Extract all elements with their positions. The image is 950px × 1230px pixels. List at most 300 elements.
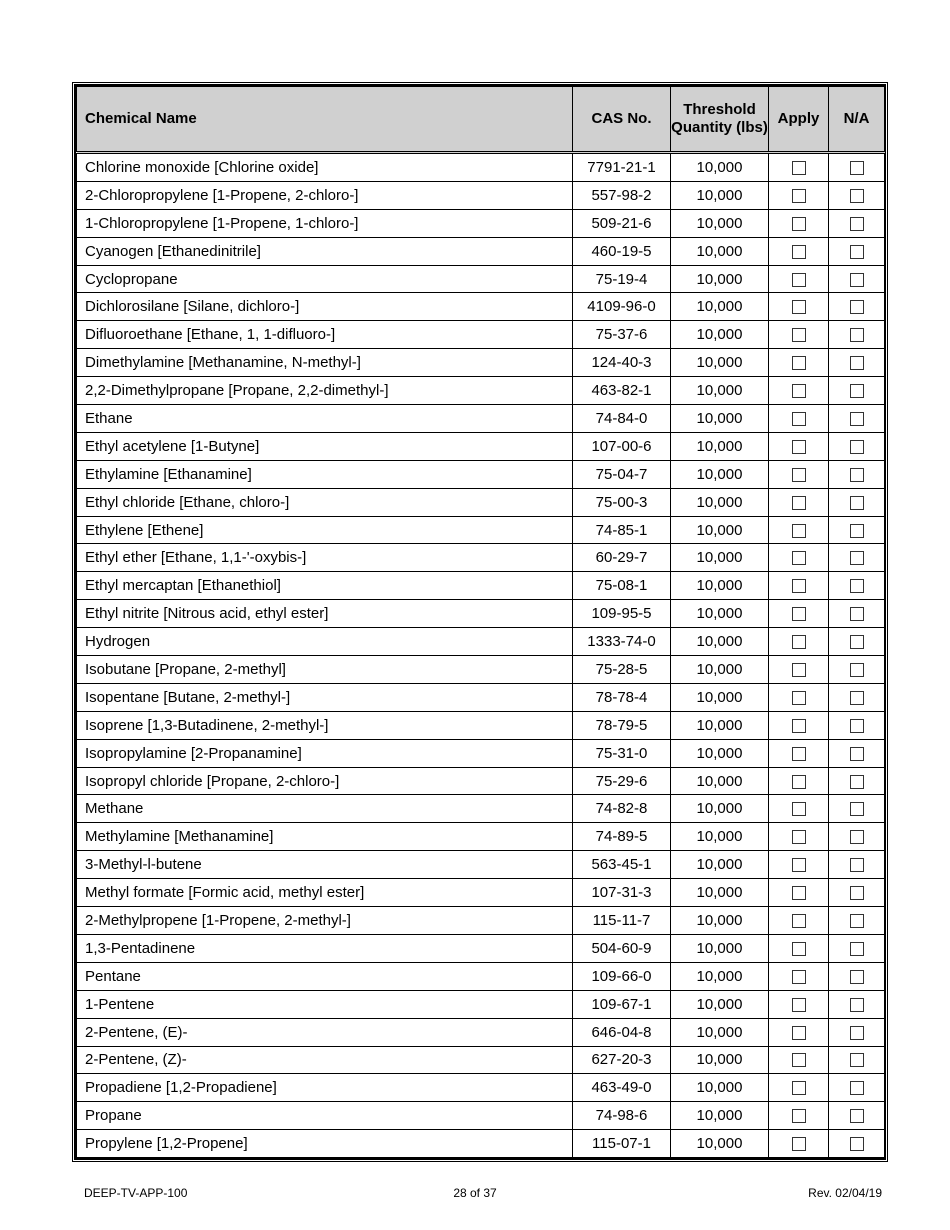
cas-number-cell: 107-31-3 bbox=[573, 879, 671, 907]
threshold-quantity-cell: 10,000 bbox=[671, 544, 769, 572]
na-checkbox[interactable] bbox=[850, 440, 864, 454]
cas-number-cell: 109-67-1 bbox=[573, 990, 671, 1018]
na-cell bbox=[829, 265, 885, 293]
cas-number-cell: 504-60-9 bbox=[573, 934, 671, 962]
cas-number-cell: 78-78-4 bbox=[573, 683, 671, 711]
na-cell bbox=[829, 934, 885, 962]
na-checkbox[interactable] bbox=[850, 858, 864, 872]
chemical-name-cell: 2-Methylpropene [1-Propene, 2-methyl-] bbox=[77, 907, 573, 935]
apply-cell bbox=[769, 851, 829, 879]
chemical-name-cell: Ethane bbox=[77, 405, 573, 433]
na-cell bbox=[829, 405, 885, 433]
na-checkbox[interactable] bbox=[850, 747, 864, 761]
chemical-name-cell: Isopropyl chloride [Propane, 2-chloro-] bbox=[77, 767, 573, 795]
apply-checkbox[interactable] bbox=[792, 384, 806, 398]
apply-cell bbox=[769, 349, 829, 377]
threshold-quantity-cell: 10,000 bbox=[671, 851, 769, 879]
threshold-quantity-cell: 10,000 bbox=[671, 488, 769, 516]
na-checkbox[interactable] bbox=[850, 356, 864, 370]
table-row bbox=[77, 1074, 885, 1102]
na-cell bbox=[829, 683, 885, 711]
na-checkbox[interactable] bbox=[850, 468, 864, 482]
apply-cell bbox=[769, 879, 829, 907]
cas-number-cell: 509-21-6 bbox=[573, 209, 671, 237]
chemical-name-cell: Methyl formate [Formic acid, methyl ester] bbox=[77, 879, 573, 907]
apply-cell bbox=[769, 711, 829, 739]
chemical-name-cell: Methylamine [Methanamine] bbox=[77, 823, 573, 851]
na-checkbox[interactable] bbox=[850, 942, 864, 956]
cas-number-cell: 463-82-1 bbox=[573, 377, 671, 405]
apply-checkbox[interactable] bbox=[792, 691, 806, 705]
table-row bbox=[77, 795, 885, 823]
na-cell bbox=[829, 544, 885, 572]
threshold-quantity-cell: 10,000 bbox=[671, 265, 769, 293]
apply-checkbox[interactable] bbox=[792, 775, 806, 789]
na-checkbox[interactable] bbox=[850, 524, 864, 538]
chemical-name-cell: Ethyl nitrite [Nitrous acid, ethyl ester] bbox=[77, 600, 573, 628]
apply-cell bbox=[769, 237, 829, 265]
na-checkbox[interactable] bbox=[850, 635, 864, 649]
cas-number-cell: 75-28-5 bbox=[573, 656, 671, 684]
cas-number-cell: 557-98-2 bbox=[573, 181, 671, 209]
apply-cell bbox=[769, 377, 829, 405]
na-checkbox[interactable] bbox=[850, 579, 864, 593]
na-cell bbox=[829, 181, 885, 209]
na-checkbox[interactable] bbox=[850, 217, 864, 231]
threshold-quantity-cell: 10,000 bbox=[671, 711, 769, 739]
apply-checkbox[interactable] bbox=[792, 747, 806, 761]
na-checkbox[interactable] bbox=[850, 273, 864, 287]
threshold-quantity-cell: 10,000 bbox=[671, 879, 769, 907]
table-row bbox=[77, 1046, 885, 1074]
apply-cell bbox=[769, 265, 829, 293]
apply-checkbox[interactable] bbox=[792, 663, 806, 677]
apply-checkbox[interactable] bbox=[792, 1026, 806, 1040]
na-checkbox[interactable] bbox=[850, 328, 864, 342]
apply-checkbox[interactable] bbox=[792, 886, 806, 900]
cas-number-cell: 74-89-5 bbox=[573, 823, 671, 851]
na-cell bbox=[829, 460, 885, 488]
apply-cell bbox=[769, 1102, 829, 1130]
na-checkbox[interactable] bbox=[850, 691, 864, 705]
chemical-name-cell: 1-Chloropropylene [1-Propene, 1-chloro-] bbox=[77, 209, 573, 237]
cas-number-cell: 60-29-7 bbox=[573, 544, 671, 572]
chemical-name-cell: Isoprene [1,3-Butadinene, 2-methyl-] bbox=[77, 711, 573, 739]
apply-cell bbox=[769, 628, 829, 656]
apply-cell bbox=[769, 321, 829, 349]
na-cell bbox=[829, 739, 885, 767]
apply-cell bbox=[769, 962, 829, 990]
table-row bbox=[77, 1102, 885, 1130]
na-cell bbox=[829, 237, 885, 265]
na-checkbox[interactable] bbox=[850, 189, 864, 203]
threshold-quantity-cell: 10,000 bbox=[671, 739, 769, 767]
table-row bbox=[77, 990, 885, 1018]
apply-checkbox[interactable] bbox=[792, 1137, 806, 1151]
chemical-name-cell: Hydrogen bbox=[77, 628, 573, 656]
na-checkbox[interactable] bbox=[850, 1053, 864, 1067]
cas-number-cell: 7791-21-1 bbox=[573, 153, 671, 182]
apply-checkbox[interactable] bbox=[792, 328, 806, 342]
threshold-quantity-cell: 10,000 bbox=[671, 237, 769, 265]
apply-checkbox[interactable] bbox=[792, 189, 806, 203]
threshold-quantity-cell: 10,000 bbox=[671, 405, 769, 433]
chemical-name-cell: Dichlorosilane [Silane, dichloro-] bbox=[77, 293, 573, 321]
chemical-name-cell: Ethyl chloride [Ethane, chloro-] bbox=[77, 488, 573, 516]
apply-cell bbox=[769, 405, 829, 433]
na-checkbox[interactable] bbox=[850, 607, 864, 621]
apply-cell bbox=[769, 1074, 829, 1102]
na-checkbox[interactable] bbox=[850, 384, 864, 398]
chemical-name-cell: Pentane bbox=[77, 962, 573, 990]
chemical-name-cell: Methane bbox=[77, 795, 573, 823]
header-na: N/A bbox=[829, 87, 885, 153]
apply-cell bbox=[769, 1130, 829, 1158]
apply-checkbox[interactable] bbox=[792, 970, 806, 984]
table-row bbox=[77, 516, 885, 544]
apply-checkbox[interactable] bbox=[792, 356, 806, 370]
apply-checkbox[interactable] bbox=[792, 217, 806, 231]
apply-cell bbox=[769, 990, 829, 1018]
threshold-quantity-cell: 10,000 bbox=[671, 293, 769, 321]
chemical-name-cell: Propadiene [1,2-Propadiene] bbox=[77, 1074, 573, 1102]
na-cell bbox=[829, 795, 885, 823]
table-row bbox=[77, 181, 885, 209]
chemical-name-cell: Propylene [1,2-Propene] bbox=[77, 1130, 573, 1158]
na-checkbox[interactable] bbox=[850, 551, 864, 565]
apply-cell bbox=[769, 293, 829, 321]
apply-checkbox[interactable] bbox=[792, 551, 806, 565]
header-threshold-quantity: Threshold Quantity (lbs) bbox=[671, 87, 769, 153]
chemical-name-cell: 1,3-Pentadinene bbox=[77, 934, 573, 962]
threshold-quantity-cell: 10,000 bbox=[671, 377, 769, 405]
na-cell bbox=[829, 488, 885, 516]
apply-cell bbox=[769, 209, 829, 237]
cas-number-cell: 74-84-0 bbox=[573, 405, 671, 433]
cas-number-cell: 75-19-4 bbox=[573, 265, 671, 293]
apply-checkbox[interactable] bbox=[792, 440, 806, 454]
na-cell bbox=[829, 879, 885, 907]
cas-number-cell: 627-20-3 bbox=[573, 1046, 671, 1074]
na-cell bbox=[829, 823, 885, 851]
na-checkbox[interactable] bbox=[850, 412, 864, 426]
table-row bbox=[77, 1018, 885, 1046]
apply-checkbox[interactable] bbox=[792, 161, 806, 175]
page-number: 28 of 37 bbox=[453, 1186, 497, 1200]
apply-cell bbox=[769, 544, 829, 572]
apply-checkbox[interactable] bbox=[792, 245, 806, 259]
table-row bbox=[77, 405, 885, 433]
na-checkbox[interactable] bbox=[850, 719, 864, 733]
chemical-name-cell: Isopropylamine [2-Propanamine] bbox=[77, 739, 573, 767]
apply-cell bbox=[769, 488, 829, 516]
table-row bbox=[77, 460, 885, 488]
apply-checkbox[interactable] bbox=[792, 524, 806, 538]
table-row bbox=[77, 153, 885, 182]
na-checkbox[interactable] bbox=[850, 1081, 864, 1095]
apply-checkbox[interactable] bbox=[792, 412, 806, 426]
threshold-quantity-cell: 10,000 bbox=[671, 181, 769, 209]
threshold-quantity-cell: 10,000 bbox=[671, 432, 769, 460]
na-cell bbox=[829, 990, 885, 1018]
table-row bbox=[77, 209, 885, 237]
table-row bbox=[77, 349, 885, 377]
na-checkbox[interactable] bbox=[850, 970, 864, 984]
chemical-name-cell: Ethyl ether [Ethane, 1,1-'-oxybis-] bbox=[77, 544, 573, 572]
cas-number-cell: 75-29-6 bbox=[573, 767, 671, 795]
table-row bbox=[77, 823, 885, 851]
cas-number-cell: 124-40-3 bbox=[573, 349, 671, 377]
na-cell bbox=[829, 907, 885, 935]
apply-cell bbox=[769, 907, 829, 935]
na-cell bbox=[829, 656, 885, 684]
table-row bbox=[77, 907, 885, 935]
cas-number-cell: 115-11-7 bbox=[573, 907, 671, 935]
apply-checkbox[interactable] bbox=[792, 635, 806, 649]
chemical-name-cell: Isobutane [Propane, 2-methyl] bbox=[77, 656, 573, 684]
apply-checkbox[interactable] bbox=[792, 273, 806, 287]
threshold-quantity-cell: 10,000 bbox=[671, 767, 769, 795]
na-cell bbox=[829, 293, 885, 321]
na-checkbox[interactable] bbox=[850, 886, 864, 900]
revision-date: Rev. 02/04/19 bbox=[808, 1186, 882, 1200]
threshold-quantity-cell: 10,000 bbox=[671, 349, 769, 377]
cas-number-cell: 74-98-6 bbox=[573, 1102, 671, 1130]
na-cell bbox=[829, 432, 885, 460]
cas-number-cell: 107-00-6 bbox=[573, 432, 671, 460]
table-row bbox=[77, 628, 885, 656]
apply-cell bbox=[769, 1046, 829, 1074]
threshold-quantity-cell: 10,000 bbox=[671, 1018, 769, 1046]
table-row bbox=[77, 572, 885, 600]
chemical-name-cell: 2,2-Dimethylpropane [Propane, 2,2-dimethyl-] bbox=[77, 377, 573, 405]
cas-number-cell: 563-45-1 bbox=[573, 851, 671, 879]
chemical-name-cell: 2-Pentene, (Z)- bbox=[77, 1046, 573, 1074]
table-body bbox=[77, 153, 885, 1158]
table-row bbox=[77, 544, 885, 572]
na-checkbox[interactable] bbox=[850, 1026, 864, 1040]
na-checkbox[interactable] bbox=[850, 663, 864, 677]
apply-checkbox[interactable] bbox=[792, 998, 806, 1012]
apply-cell bbox=[769, 460, 829, 488]
apply-checkbox[interactable] bbox=[792, 942, 806, 956]
threshold-quantity-cell: 10,000 bbox=[671, 1130, 769, 1158]
chemical-name-cell: Cyanogen [Ethanedinitrile] bbox=[77, 237, 573, 265]
header-chemical-name: Chemical Name bbox=[77, 87, 573, 153]
threshold-quantity-cell: 10,000 bbox=[671, 1102, 769, 1130]
threshold-quantity-cell: 10,000 bbox=[671, 600, 769, 628]
cas-number-cell: 75-31-0 bbox=[573, 739, 671, 767]
cas-number-cell: 74-85-1 bbox=[573, 516, 671, 544]
apply-checkbox[interactable] bbox=[792, 300, 806, 314]
cas-number-cell: 646-04-8 bbox=[573, 1018, 671, 1046]
na-cell bbox=[829, 516, 885, 544]
table-header-row bbox=[77, 87, 885, 153]
chemical-name-cell: Isopentane [Butane, 2-methyl-] bbox=[77, 683, 573, 711]
cas-number-cell: 75-04-7 bbox=[573, 460, 671, 488]
na-checkbox[interactable] bbox=[850, 1109, 864, 1123]
cas-number-cell: 75-08-1 bbox=[573, 572, 671, 600]
table-row bbox=[77, 934, 885, 962]
cas-number-cell: 78-79-5 bbox=[573, 711, 671, 739]
na-checkbox[interactable] bbox=[850, 1137, 864, 1151]
na-checkbox[interactable] bbox=[850, 496, 864, 510]
chemical-name-cell: Dimethylamine [Methanamine, N-methyl-] bbox=[77, 349, 573, 377]
na-cell bbox=[829, 377, 885, 405]
chemical-table-container bbox=[74, 84, 886, 1160]
chemical-name-cell: 1-Pentene bbox=[77, 990, 573, 1018]
na-checkbox[interactable] bbox=[850, 802, 864, 816]
threshold-quantity-cell: 10,000 bbox=[671, 962, 769, 990]
threshold-quantity-cell: 10,000 bbox=[671, 321, 769, 349]
apply-cell bbox=[769, 683, 829, 711]
threshold-quantity-cell: 10,000 bbox=[671, 209, 769, 237]
apply-cell bbox=[769, 572, 829, 600]
na-cell bbox=[829, 1074, 885, 1102]
apply-checkbox[interactable] bbox=[792, 579, 806, 593]
na-checkbox[interactable] bbox=[850, 775, 864, 789]
cas-number-cell: 109-95-5 bbox=[573, 600, 671, 628]
cas-number-cell: 115-07-1 bbox=[573, 1130, 671, 1158]
na-cell bbox=[829, 153, 885, 182]
table-row bbox=[77, 656, 885, 684]
chemical-name-cell: Difluoroethane [Ethane, 1, 1-difluoro-] bbox=[77, 321, 573, 349]
na-cell bbox=[829, 1018, 885, 1046]
na-cell bbox=[829, 962, 885, 990]
na-cell bbox=[829, 628, 885, 656]
chemical-name-cell: Ethylene [Ethene] bbox=[77, 516, 573, 544]
threshold-quantity-cell: 10,000 bbox=[671, 516, 769, 544]
apply-checkbox[interactable] bbox=[792, 1053, 806, 1067]
na-cell bbox=[829, 572, 885, 600]
apply-cell bbox=[769, 767, 829, 795]
apply-cell bbox=[769, 934, 829, 962]
cas-number-cell: 1333-74-0 bbox=[573, 628, 671, 656]
apply-checkbox[interactable] bbox=[792, 858, 806, 872]
chemical-name-cell: Chlorine monoxide [Chlorine oxide] bbox=[77, 153, 573, 182]
apply-cell bbox=[769, 823, 829, 851]
threshold-quantity-cell: 10,000 bbox=[671, 656, 769, 684]
threshold-quantity-cell: 10,000 bbox=[671, 795, 769, 823]
threshold-quantity-cell: 10,000 bbox=[671, 1046, 769, 1074]
cas-number-cell: 460-19-5 bbox=[573, 237, 671, 265]
table-row bbox=[77, 851, 885, 879]
chemical-table bbox=[76, 86, 885, 1158]
cas-number-cell: 74-82-8 bbox=[573, 795, 671, 823]
threshold-quantity-cell: 10,000 bbox=[671, 628, 769, 656]
apply-checkbox[interactable] bbox=[792, 914, 806, 928]
table-row bbox=[77, 711, 885, 739]
apply-checkbox[interactable] bbox=[792, 802, 806, 816]
cas-number-cell: 4109-96-0 bbox=[573, 293, 671, 321]
apply-checkbox[interactable] bbox=[792, 830, 806, 844]
cas-number-cell: 75-37-6 bbox=[573, 321, 671, 349]
chemical-name-cell: Propane bbox=[77, 1102, 573, 1130]
apply-cell bbox=[769, 432, 829, 460]
apply-checkbox[interactable] bbox=[792, 468, 806, 482]
table-row bbox=[77, 600, 885, 628]
threshold-quantity-cell: 10,000 bbox=[671, 460, 769, 488]
na-checkbox[interactable] bbox=[850, 161, 864, 175]
table-row bbox=[77, 321, 885, 349]
na-cell bbox=[829, 321, 885, 349]
apply-checkbox[interactable] bbox=[792, 1109, 806, 1123]
table-row bbox=[77, 962, 885, 990]
chemical-name-cell: 2-Chloropropylene [1-Propene, 2-chloro-] bbox=[77, 181, 573, 209]
na-cell bbox=[829, 851, 885, 879]
na-cell bbox=[829, 209, 885, 237]
apply-cell bbox=[769, 1018, 829, 1046]
table-row bbox=[77, 237, 885, 265]
header-cas-no: CAS No. bbox=[573, 87, 671, 153]
chemical-name-cell: Cyclopropane bbox=[77, 265, 573, 293]
threshold-quantity-cell: 10,000 bbox=[671, 1074, 769, 1102]
table-row bbox=[77, 265, 885, 293]
na-checkbox[interactable] bbox=[850, 998, 864, 1012]
na-cell bbox=[829, 349, 885, 377]
na-cell bbox=[829, 711, 885, 739]
table-row bbox=[77, 1130, 885, 1158]
cas-number-cell: 463-49-0 bbox=[573, 1074, 671, 1102]
chemical-name-cell: 3-Methyl-l-butene bbox=[77, 851, 573, 879]
na-checkbox[interactable] bbox=[850, 300, 864, 314]
threshold-quantity-cell: 10,000 bbox=[671, 683, 769, 711]
cas-number-cell: 75-00-3 bbox=[573, 488, 671, 516]
cas-number-cell: 109-66-0 bbox=[573, 962, 671, 990]
table-row bbox=[77, 767, 885, 795]
threshold-quantity-cell: 10,000 bbox=[671, 572, 769, 600]
na-checkbox[interactable] bbox=[850, 830, 864, 844]
na-checkbox[interactable] bbox=[850, 245, 864, 259]
apply-cell bbox=[769, 181, 829, 209]
apply-cell bbox=[769, 656, 829, 684]
header-apply: Apply bbox=[769, 87, 829, 153]
chemical-name-cell: Ethyl mercaptan [Ethanethiol] bbox=[77, 572, 573, 600]
apply-checkbox[interactable] bbox=[792, 607, 806, 621]
apply-cell bbox=[769, 739, 829, 767]
chemical-name-cell: Ethylamine [Ethanamine] bbox=[77, 460, 573, 488]
chemical-name-cell: 2-Pentene, (E)- bbox=[77, 1018, 573, 1046]
threshold-quantity-cell: 10,000 bbox=[671, 907, 769, 935]
apply-cell bbox=[769, 795, 829, 823]
threshold-quantity-cell: 10,000 bbox=[671, 153, 769, 182]
table-row bbox=[77, 739, 885, 767]
apply-cell bbox=[769, 600, 829, 628]
table-row bbox=[77, 377, 885, 405]
na-cell bbox=[829, 1046, 885, 1074]
na-checkbox[interactable] bbox=[850, 914, 864, 928]
apply-checkbox[interactable] bbox=[792, 719, 806, 733]
apply-cell bbox=[769, 516, 829, 544]
na-cell bbox=[829, 600, 885, 628]
table-row bbox=[77, 683, 885, 711]
apply-checkbox[interactable] bbox=[792, 496, 806, 510]
form-id: DEEP-TV-APP-100 bbox=[84, 1186, 188, 1200]
na-cell bbox=[829, 1130, 885, 1158]
threshold-quantity-cell: 10,000 bbox=[671, 934, 769, 962]
threshold-quantity-cell: 10,000 bbox=[671, 990, 769, 1018]
apply-checkbox[interactable] bbox=[792, 1081, 806, 1095]
table-row bbox=[77, 488, 885, 516]
na-cell bbox=[829, 1102, 885, 1130]
table-row bbox=[77, 879, 885, 907]
table-row bbox=[77, 432, 885, 460]
chemical-name-cell: Ethyl acetylene [1-Butyne] bbox=[77, 432, 573, 460]
table-row bbox=[77, 293, 885, 321]
apply-cell bbox=[769, 153, 829, 182]
threshold-quantity-cell: 10,000 bbox=[671, 823, 769, 851]
na-cell bbox=[829, 767, 885, 795]
